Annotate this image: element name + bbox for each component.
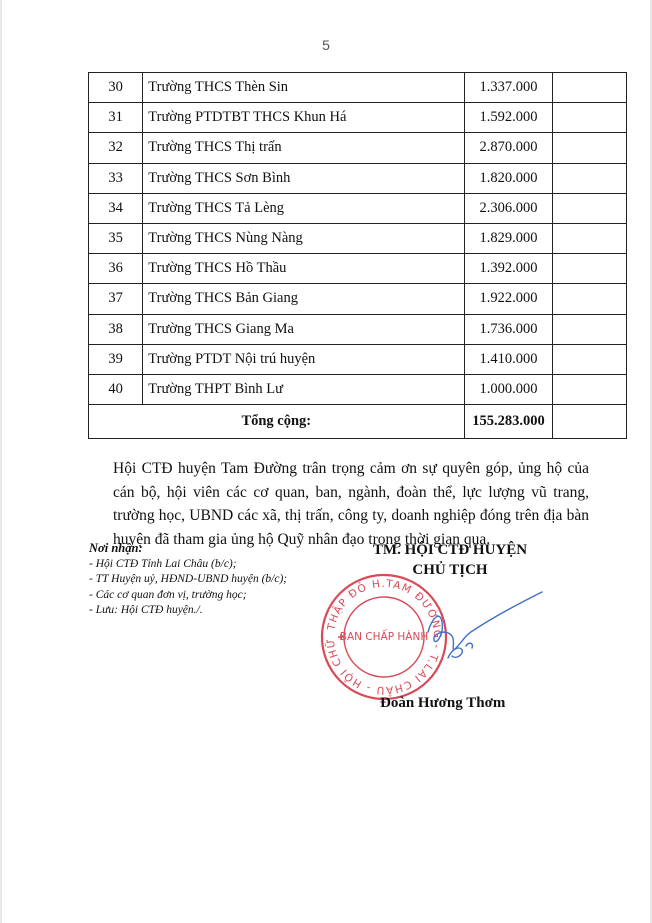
- note-cell: [553, 254, 627, 284]
- row-number: 30: [89, 73, 143, 103]
- school-name: Trường THCS Thèn Sin: [143, 73, 464, 103]
- school-name: Trường THCS Nùng Nàng: [143, 223, 464, 253]
- school-name: Trường THCS Thị trấn: [143, 133, 464, 163]
- recipient-item: - Lưu: Hội CTĐ huyện./.: [89, 604, 203, 616]
- row-number: 34: [89, 193, 143, 223]
- note-cell: [553, 405, 627, 439]
- donation-amount: 1.592.000: [464, 103, 553, 133]
- page-edge-left: [0, 0, 2, 923]
- row-number: 31: [89, 103, 143, 133]
- donation-amount: 1.922.000: [464, 284, 553, 314]
- recipient-item: - Các cơ quan đơn vị, trường học;: [89, 588, 247, 601]
- table-row: [89, 133, 627, 163]
- recipients-block: [89, 541, 287, 619]
- note-cell: [553, 193, 627, 223]
- school-name: Trường THCS Hồ Thầu: [143, 254, 464, 284]
- donation-amount: 1.410.000: [464, 344, 553, 374]
- donation-amount: 2.870.000: [464, 133, 553, 163]
- row-number: 35: [89, 223, 143, 253]
- row-number: 33: [89, 163, 143, 193]
- note-cell: [553, 374, 627, 404]
- seal-center-text: BAN CHẤP HÀNH: [339, 631, 429, 643]
- recipients-title: Nơi nhận:: [89, 541, 143, 555]
- donation-amount: 1.829.000: [464, 223, 553, 253]
- table-row: [89, 163, 627, 193]
- note-cell: [553, 344, 627, 374]
- note-cell: [553, 133, 627, 163]
- school-name: Trường PTDT Nội trú huyện: [143, 344, 464, 374]
- seal-ring-text: THẬP ĐỎ H.TAM ĐƯỜNG - T.LAI CHÂU - HỘI CHỮ: [324, 577, 444, 697]
- note-cell: [553, 223, 627, 253]
- table-row: [89, 314, 627, 344]
- thank-you-paragraph: [113, 457, 589, 551]
- row-number: 39: [89, 344, 143, 374]
- table-row: [89, 103, 627, 133]
- thank-you-text: Hội CTĐ huyện Tam Đường trân trọng cảm ơn sự quyên góp, ủng hộ của cán bộ, hội viên các cơ quan, ban, ngành, đoàn thể, lực lượng vũ trang, trường học, UBND các xã, thị trấn, công ty, doanh nghiệp đóng trên địa bàn huyện đã tham gia ủng hộ Quỹ nhân đạo trong thời gian qua.: [113, 460, 589, 548]
- row-number: 38: [89, 314, 143, 344]
- signature-title-line1: TM. HỘI CTĐ HUYỆN: [372, 542, 528, 558]
- table-row: [89, 374, 627, 404]
- row-number: 32: [89, 133, 143, 163]
- donation-table-body: [89, 73, 627, 439]
- row-number: 40: [89, 374, 143, 404]
- note-cell: [553, 163, 627, 193]
- row-number: 37: [89, 284, 143, 314]
- school-name: Trường PTDTBT THCS Khun Há: [143, 103, 464, 133]
- row-number: 36: [89, 254, 143, 284]
- table-row: [89, 344, 627, 374]
- total-amount: 155.283.000: [464, 405, 553, 439]
- school-name: Trường THPT Bình Lư: [143, 374, 464, 404]
- note-cell: [553, 73, 627, 103]
- recipient-item: - TT Huyện uỷ, HĐND-UBND huyện (b/c);: [89, 573, 288, 585]
- table-row: [89, 193, 627, 223]
- recipient-item: - Hội CTĐ Tỉnh Lai Châu (b/c);: [89, 557, 237, 570]
- donation-amount: 1.000.000: [464, 374, 553, 404]
- signer-name: Đoàn Hương Thơm: [380, 695, 506, 711]
- table-row: [89, 223, 627, 253]
- donation-amount: 1.337.000: [464, 73, 553, 103]
- donation-table: [88, 72, 627, 439]
- donation-amount: 1.820.000: [464, 163, 553, 193]
- school-name: Trường THCS Bản Giang: [143, 284, 464, 314]
- handwritten-signature: [422, 588, 546, 664]
- table-row: [89, 284, 627, 314]
- total-label: Tổng cộng:: [89, 405, 465, 439]
- signature-title-line2: CHỦ TỊCH: [412, 562, 488, 578]
- table-row: [89, 254, 627, 284]
- school-name: Trường THCS Tả Lèng: [143, 193, 464, 223]
- table-row: [89, 73, 627, 103]
- school-name: Trường THCS Sơn Bình: [143, 163, 464, 193]
- note-cell: [553, 314, 627, 344]
- donation-amount: 1.392.000: [464, 254, 553, 284]
- note-cell: [553, 103, 627, 133]
- page-number: 5: [322, 37, 330, 53]
- donation-amount: 2.306.000: [464, 193, 553, 223]
- note-cell: [553, 284, 627, 314]
- total-row: [89, 405, 627, 439]
- donation-amount: 1.736.000: [464, 314, 553, 344]
- school-name: Trường THCS Giang Ma: [143, 314, 464, 344]
